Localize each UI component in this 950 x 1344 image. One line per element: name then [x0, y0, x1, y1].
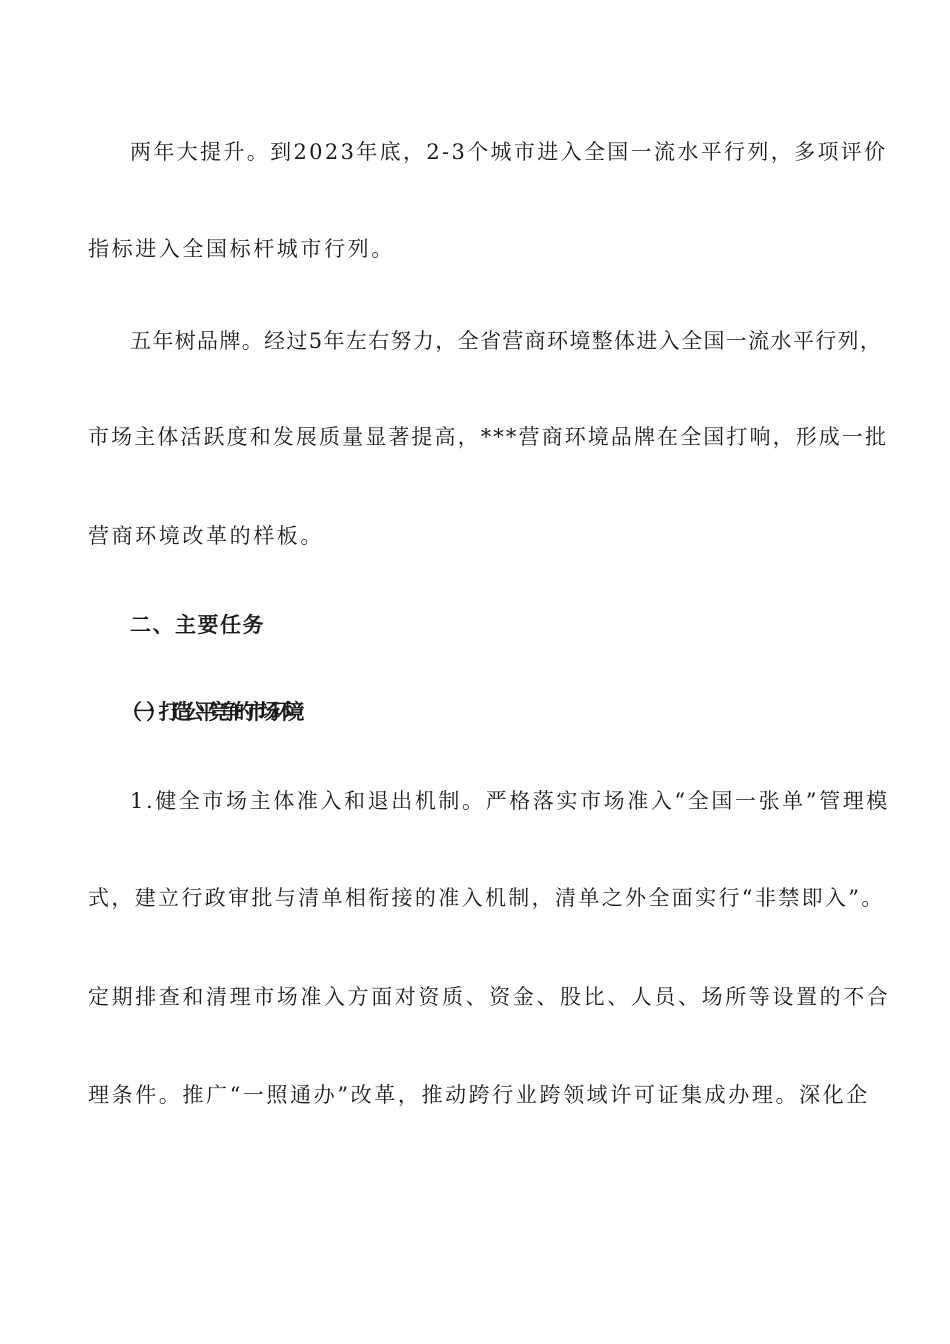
- paragraph-line-8: 定期排查和清理市场准入方面对资质、资金、股比、人员、场所等设置的不合: [88, 985, 891, 1009]
- paragraph-line-4: 市场主体活跃度和发展质量显著提高，***营商环境品牌在全国打响，形成一批: [88, 425, 889, 449]
- subsection-heading: （一）打造公平竞争的市场环境: [121, 700, 296, 724]
- paragraph-line-1: 两年大提升。到2023年底，2-3个城市进入全国一流水平行列，多项评价: [130, 140, 888, 164]
- paragraph-line-7: 式，建立行政审批与清单相衔接的准入机制，清单之外全面实行“非禁即入”。: [88, 886, 885, 910]
- section-heading: 二、主要任务: [130, 613, 265, 637]
- paragraph-line-2: 指标进入全国标杆城市行列。: [88, 237, 395, 261]
- paragraph-line-6: 1.健全市场主体准入和退出机制。严格落实市场准入“全国一张单”管理模: [130, 789, 890, 813]
- paragraph-line-5: 营商环境改革的样板。: [88, 524, 324, 548]
- paragraph-line-3: 五年树品牌。经过5年左右努力，全省营商环境整体进入全国一流水平行列，: [130, 329, 883, 353]
- paragraph-line-9: 理条件。推广“一照通办”改革，推动跨行业跨领域许可证集成办理。深化企: [88, 1083, 870, 1107]
